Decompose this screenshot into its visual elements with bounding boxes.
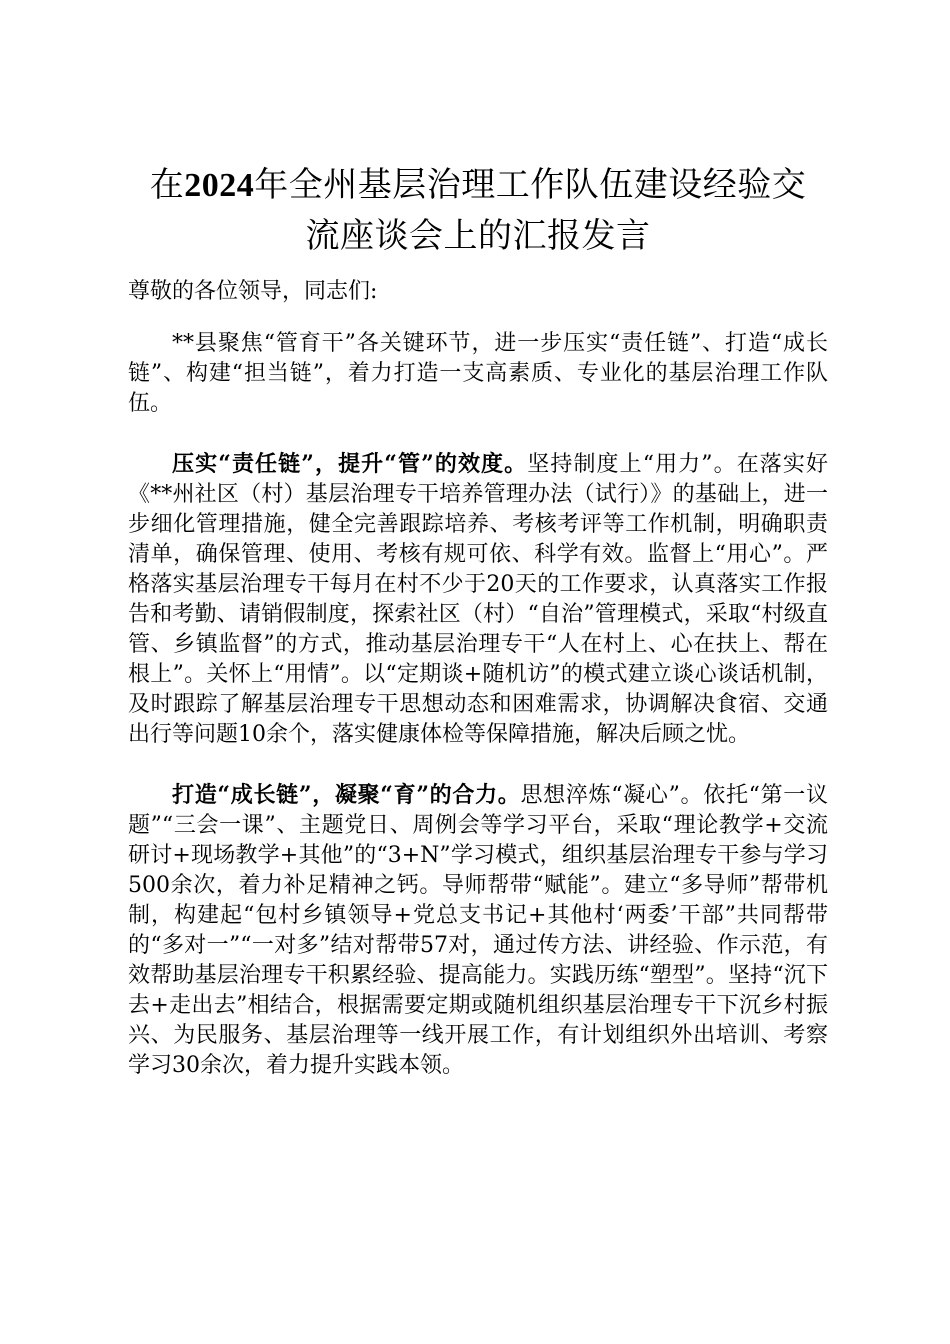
- section-lead-1: 压实“责任链”，提升“管”的效度。: [172, 451, 528, 477]
- title-line2: 流座谈会上的汇报发言: [305, 216, 651, 256]
- intro-paragraph: **县聚焦“管育干”各关键环节，进一步压实“责任链”、打造“成长链”、构建“担当链”，着力打造一支高素质、专业化的基层治理工作队伍。: [128, 331, 828, 416]
- section-body-2: 思想淬炼“凝心”。依托“第一议题”“三会一课”、主题党日、周例会等学习平台，采取“理论教学+交流研讨+现场教学+其他”的“3+N”学习模式，组织基层治理专干参与学习500余次，着力补足精神之钙。导师帮带“赋能”。建立“多导师”帮带机制，构建起“包村乡镇领导+党总支书记+其他村‘两委’干部”共同帮带的“多对一”“一对多”结对帮带57对，通过传方法、讲经验、作示范，有效帮助基层治理专干积累经验、提高能力。实践历练“塑型”。坚持“沉下去+走出去”相结合，根据需要定期或随机组织基层治理专干下沉乡村振兴、为民服务、基层治理等一线开展工作，有计划组织外出培训、考察学习30余次，着力提升实践本领。: [128, 783, 828, 1078]
- section-paragraph-1: [128, 449, 828, 750]
- document-page: [128, 160, 828, 1081]
- section-body-1: 坚持制度上“用力”。在落实好《**州社区（村）基层治理专干培养管理办法（试行）》的基础上，进一步细化管理措施，健全完善跟踪培养、考核考评等工作机制，明确职责清单，确保管理、使用、考核有规可依、科学有效。监督上“用心”。严格落实基层治理专干每月在村不少于20天的工作要求，认真落实工作报告和考勤、请销假制度，探索社区（村）“自治”管理模式，采取“村级直管、乡镇监督”的方式，推动基层治理专干“人在村上、心在扶上、帮在根上”。关怀上“用情”。以“定期谈+随机访”的模式建立谈心谈话机制，及时跟踪了解基层治理专干思想动态和困难需求，协调解决食宿、交通出行等问题10余个，落实健康体检等保障措施，解决后顾之忧。: [128, 452, 828, 747]
- section-lead-2: 打造“成长链”，凝聚“育”的合力。: [172, 782, 521, 808]
- document-title: [128, 160, 828, 261]
- title-year: 2024: [184, 167, 255, 204]
- section-paragraph-2: [128, 780, 828, 1081]
- title-prefix: 在: [149, 165, 185, 205]
- salutation: 尊敬的各位领导，同志们:: [128, 279, 378, 304]
- title-line1-rest: 年全州基层治理工作队伍建设经验交: [254, 165, 807, 205]
